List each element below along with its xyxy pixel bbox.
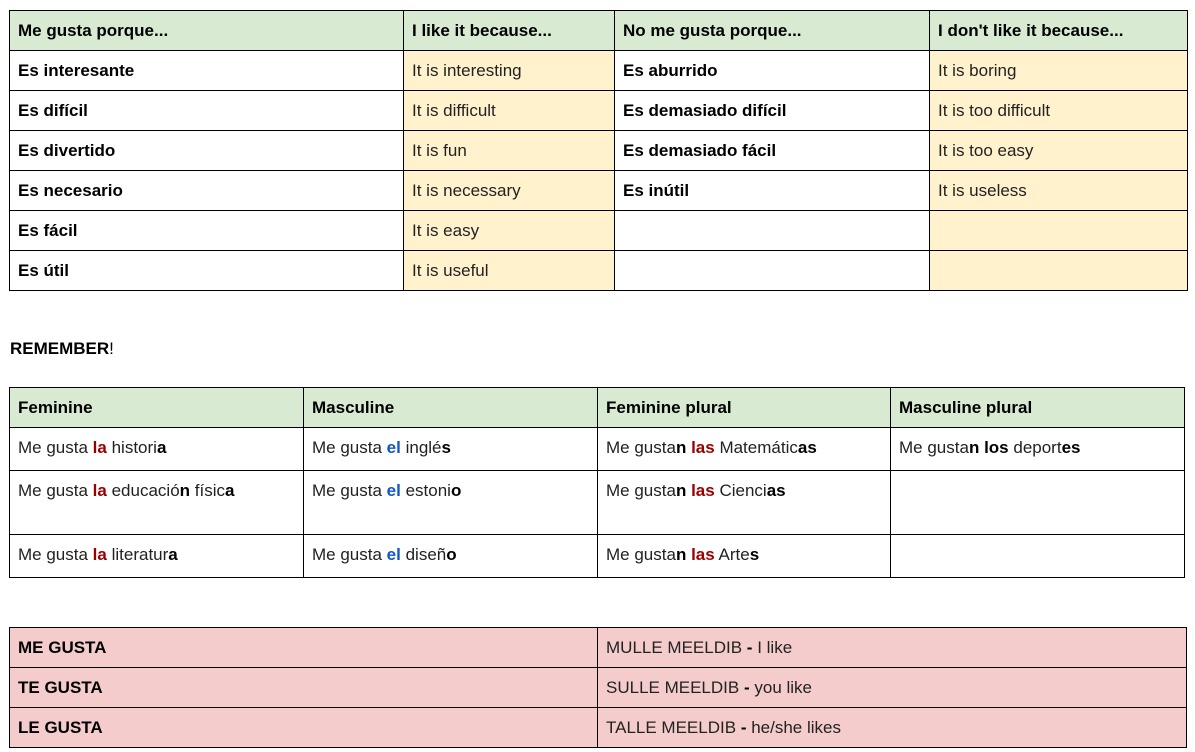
noun-ending: n xyxy=(179,481,191,500)
plural-verb-ending: n xyxy=(675,438,687,457)
spanish-positive: Es fácil xyxy=(10,211,404,251)
english-negative-empty xyxy=(930,211,1188,251)
spanish-negative-empty xyxy=(615,251,930,291)
table-row xyxy=(10,251,1188,291)
noun-ending: o xyxy=(446,545,457,564)
noun-stem: histori xyxy=(111,438,157,457)
example-cell xyxy=(598,471,891,535)
header-cell: Feminine plural xyxy=(598,388,891,428)
table-row xyxy=(10,708,1187,748)
example-cell xyxy=(304,535,598,578)
noun-stem: Matemátic xyxy=(719,438,798,457)
example-cell xyxy=(10,535,304,578)
gusta-table xyxy=(9,627,1187,748)
noun-stem: deport xyxy=(1013,438,1062,457)
article: el xyxy=(386,438,401,457)
example-cell-empty xyxy=(891,535,1185,578)
noun-ending: es xyxy=(1061,438,1081,457)
adjective-stem: físic xyxy=(194,481,226,500)
spanish-positive: Es interesante xyxy=(10,51,404,91)
reasons-header-row xyxy=(10,11,1188,51)
example-cell xyxy=(598,428,891,471)
noun-stem: educació xyxy=(111,481,180,500)
article: las xyxy=(691,545,715,564)
example-cell xyxy=(10,428,304,471)
estonian-phrase: MULLE MEELDIB xyxy=(606,637,743,657)
english-phrase: I like xyxy=(757,637,793,657)
article: la xyxy=(92,438,107,457)
spanish-positive: Es útil xyxy=(10,251,404,291)
noun-stem: literatur xyxy=(111,545,169,564)
example-cell-empty xyxy=(891,471,1185,535)
english-negative: It is too difficult xyxy=(930,91,1188,131)
english-positive: It is interesting xyxy=(404,51,615,91)
verb-text: Me gusta xyxy=(312,481,382,500)
adjective-ending: a xyxy=(225,481,235,500)
spanish-negative: Es inútil xyxy=(615,171,930,211)
article: la xyxy=(92,481,107,500)
spanish-positive: Es difícil xyxy=(10,91,404,131)
table-row xyxy=(10,91,1188,131)
spanish-positive: Es divertido xyxy=(10,131,404,171)
translation: SULLE MEELDIB - you like xyxy=(598,668,1187,708)
header-cell: Me gusta porque... xyxy=(10,11,404,51)
article: las xyxy=(691,481,715,500)
remember-label: REMEMBER xyxy=(10,339,110,358)
english-positive: It is difficult xyxy=(404,91,615,131)
table-row xyxy=(10,668,1187,708)
spanish-negative: Es aburrido xyxy=(615,51,930,91)
example-cell xyxy=(598,535,891,578)
articles-header-row xyxy=(10,388,1185,428)
verb-text: Me gusta xyxy=(606,481,676,500)
noun-ending: a xyxy=(156,438,167,457)
spanish-phrase: LE GUSTA xyxy=(10,708,598,748)
example-cell xyxy=(304,428,598,471)
noun-ending: as xyxy=(797,438,817,457)
noun-stem: Cienci xyxy=(719,481,767,500)
noun-stem: Arte xyxy=(718,545,750,564)
spanish-negative: Es demasiado fácil xyxy=(615,131,930,171)
header-cell: Masculine xyxy=(304,388,598,428)
plural-verb-ending: n xyxy=(675,545,687,564)
article: las xyxy=(691,438,715,457)
table-row xyxy=(10,471,1185,535)
english-positive: It is necessary xyxy=(404,171,615,211)
article: el xyxy=(386,481,401,500)
verb-text: Me gusta xyxy=(606,545,676,564)
spanish-phrase: ME GUSTA xyxy=(10,628,598,668)
noun-stem: estoni xyxy=(405,481,451,500)
article: la xyxy=(92,545,107,564)
header-cell: I like it because... xyxy=(404,11,615,51)
reasons-table xyxy=(9,10,1188,291)
english-negative: It is boring xyxy=(930,51,1188,91)
estonian-phrase: SULLE MEELDIB xyxy=(606,677,740,697)
noun-stem: diseñ xyxy=(405,545,447,564)
english-positive: It is useful xyxy=(404,251,615,291)
table-row xyxy=(10,535,1185,578)
remember-heading xyxy=(10,339,114,359)
table-row xyxy=(10,628,1187,668)
table-row xyxy=(10,131,1188,171)
verb-text: Me gusta xyxy=(899,438,969,457)
articles-table xyxy=(9,387,1185,578)
article: los xyxy=(984,438,1009,457)
plural-verb-ending: n xyxy=(675,481,687,500)
noun-ending: a xyxy=(168,545,178,564)
example-cell xyxy=(304,471,598,535)
english-negative: It is too easy xyxy=(930,131,1188,171)
header-cell: Masculine plural xyxy=(891,388,1185,428)
noun-ending: s xyxy=(749,545,760,564)
plural-verb-ending: n xyxy=(968,438,980,457)
noun-stem: inglé xyxy=(405,438,442,457)
verb-text: Me gusta xyxy=(18,438,88,457)
table-row xyxy=(10,211,1188,251)
header-cell: No me gusta porque... xyxy=(615,11,930,51)
noun-ending: o xyxy=(450,481,462,500)
spanish-phrase: TE GUSTA xyxy=(10,668,598,708)
english-positive: It is fun xyxy=(404,131,615,171)
example-cell xyxy=(10,471,304,535)
spanish-positive: Es necesario xyxy=(10,171,404,211)
header-cell: Feminine xyxy=(10,388,304,428)
example-cell xyxy=(891,428,1185,471)
noun-ending: as xyxy=(766,481,786,500)
english-positive: It is easy xyxy=(404,211,615,251)
header-cell: I don't like it because... xyxy=(930,11,1188,51)
verb-text: Me gusta xyxy=(18,545,88,564)
remember-exclamation: ! xyxy=(109,339,114,358)
verb-text: Me gusta xyxy=(312,438,382,457)
english-negative: It is useless xyxy=(930,171,1188,211)
english-phrase: he/she likes xyxy=(751,717,841,737)
table-row xyxy=(10,51,1188,91)
english-phrase: you like xyxy=(754,677,813,697)
spanish-negative-empty xyxy=(615,211,930,251)
verb-text: Me gusta xyxy=(606,438,676,457)
translation: MULLE MEELDIB - I like xyxy=(598,628,1187,668)
article: el xyxy=(386,545,401,564)
translation: TALLE MEELDIB - he/she likes xyxy=(598,708,1187,748)
verb-text: Me gusta xyxy=(312,545,382,564)
spanish-negative: Es demasiado difícil xyxy=(615,91,930,131)
table-row xyxy=(10,428,1185,471)
noun-ending: s xyxy=(441,438,451,457)
verb-text: Me gusta xyxy=(18,481,88,500)
estonian-phrase: TALLE MEELDIB xyxy=(606,717,737,737)
table-row xyxy=(10,171,1188,211)
english-negative-empty xyxy=(930,251,1188,291)
